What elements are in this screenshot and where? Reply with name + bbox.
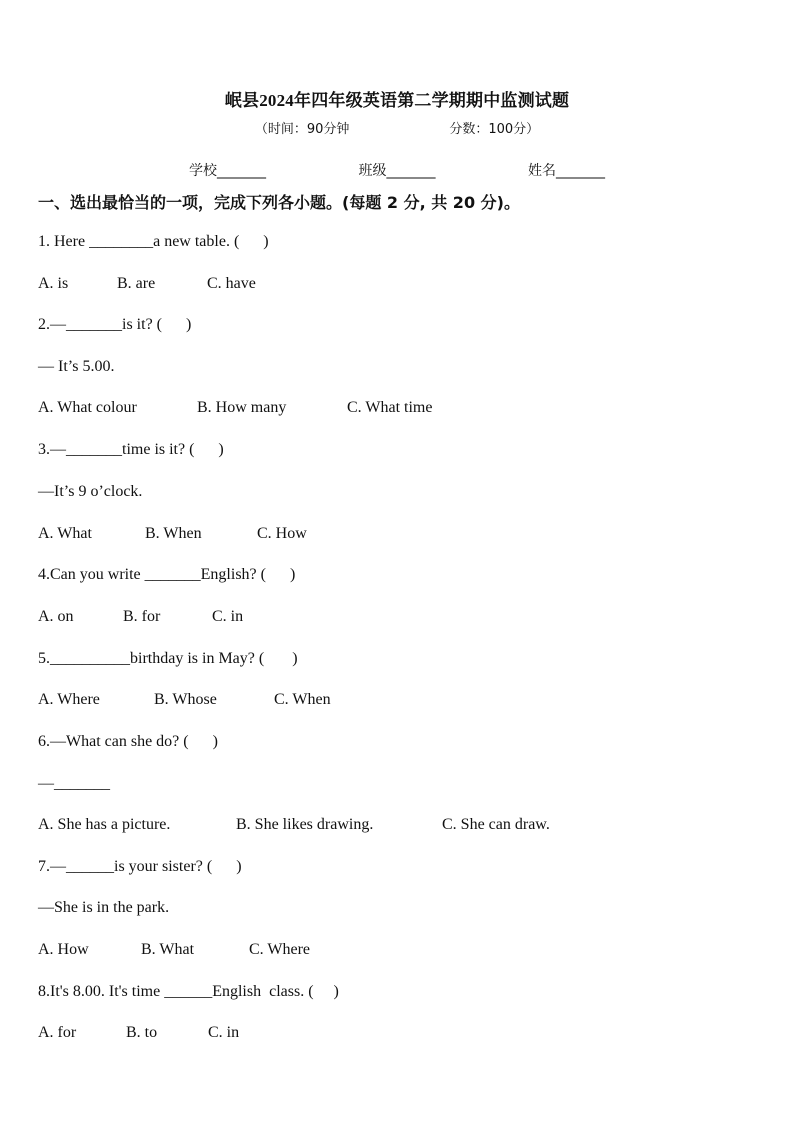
option-b[interactable]: B. When [145, 525, 202, 542]
student-fields [0, 160, 794, 180]
question-reply: —It’s 9 o’clock. [38, 483, 143, 500]
option-c[interactable]: C. How [257, 525, 307, 542]
question-stem: 4.Can you write _______English? ( ) [38, 566, 296, 583]
option-b[interactable]: B. How many [197, 399, 287, 416]
option-c[interactable]: C. have [207, 275, 256, 292]
question-stem: 5.__________birthday is in May? ( ) [38, 650, 298, 667]
option-a[interactable]: A. How [38, 941, 89, 958]
total-score: 分数：100分） [449, 122, 540, 137]
option-b[interactable]: B. What [141, 941, 195, 958]
question-reply: —She is in the park. [38, 899, 170, 916]
name-field[interactable]: 姓名_______ [527, 163, 605, 179]
section-heading: 一、选出最恰当的一项，完成下列各小题。(每题 2 分, 共 20 分)。 [38, 193, 520, 212]
question-options [38, 275, 256, 293]
question-stem: 3.—_______time is it? ( ) [38, 441, 224, 458]
option-b[interactable]: B. for [123, 608, 161, 625]
page-title: 岷县2024年四年级英语第二学期期中监测试题 [224, 91, 570, 110]
option-b[interactable]: B. Whose [154, 691, 217, 708]
question-options [38, 525, 307, 543]
question-options [38, 816, 550, 834]
option-c[interactable]: C. When [274, 691, 331, 708]
question-options [38, 1024, 239, 1042]
option-c[interactable]: C. Where [249, 941, 311, 958]
option-c[interactable]: C. in [212, 608, 244, 625]
question-stem: 6.—What can she do? ( ) [38, 733, 218, 750]
option-a[interactable]: A. Where [38, 691, 100, 708]
option-b[interactable]: B. are [117, 275, 156, 292]
option-a[interactable]: A. She has a picture. [38, 816, 171, 833]
time-limit: （时间：90分钟 [254, 122, 350, 137]
question-options [38, 691, 331, 709]
question-options [38, 399, 432, 417]
option-a[interactable]: A. What colour [38, 399, 137, 416]
option-b[interactable]: B. She likes drawing. [236, 816, 374, 833]
option-b[interactable]: B. to [126, 1024, 158, 1041]
option-a[interactable]: A. is [38, 275, 69, 292]
class-field[interactable]: 班级_______ [358, 163, 436, 179]
option-a[interactable]: A. What [38, 525, 92, 542]
option-a[interactable]: A. for [38, 1024, 77, 1041]
question-stem: 7.—______is your sister? ( ) [38, 858, 242, 875]
option-c[interactable]: C. She can draw. [442, 816, 550, 833]
option-c[interactable]: C. in [208, 1024, 240, 1041]
question-stem: 2.—_______is it? ( ) [38, 316, 192, 333]
question-stem: 8.It's 8.00. It's time ______English class. ( ) [38, 983, 339, 1000]
option-a[interactable]: A. on [38, 608, 74, 625]
school-field[interactable]: 学校_______ [189, 163, 267, 179]
question-stem: 1. Here ________a new table. ( ) [38, 233, 269, 250]
question-reply: —_______ [38, 775, 110, 792]
question-reply: — It’s 5.00. [38, 358, 115, 375]
question-options [38, 608, 243, 626]
option-c[interactable]: C. What time [347, 399, 433, 416]
exam-info [0, 118, 794, 137]
question-options [38, 941, 310, 959]
